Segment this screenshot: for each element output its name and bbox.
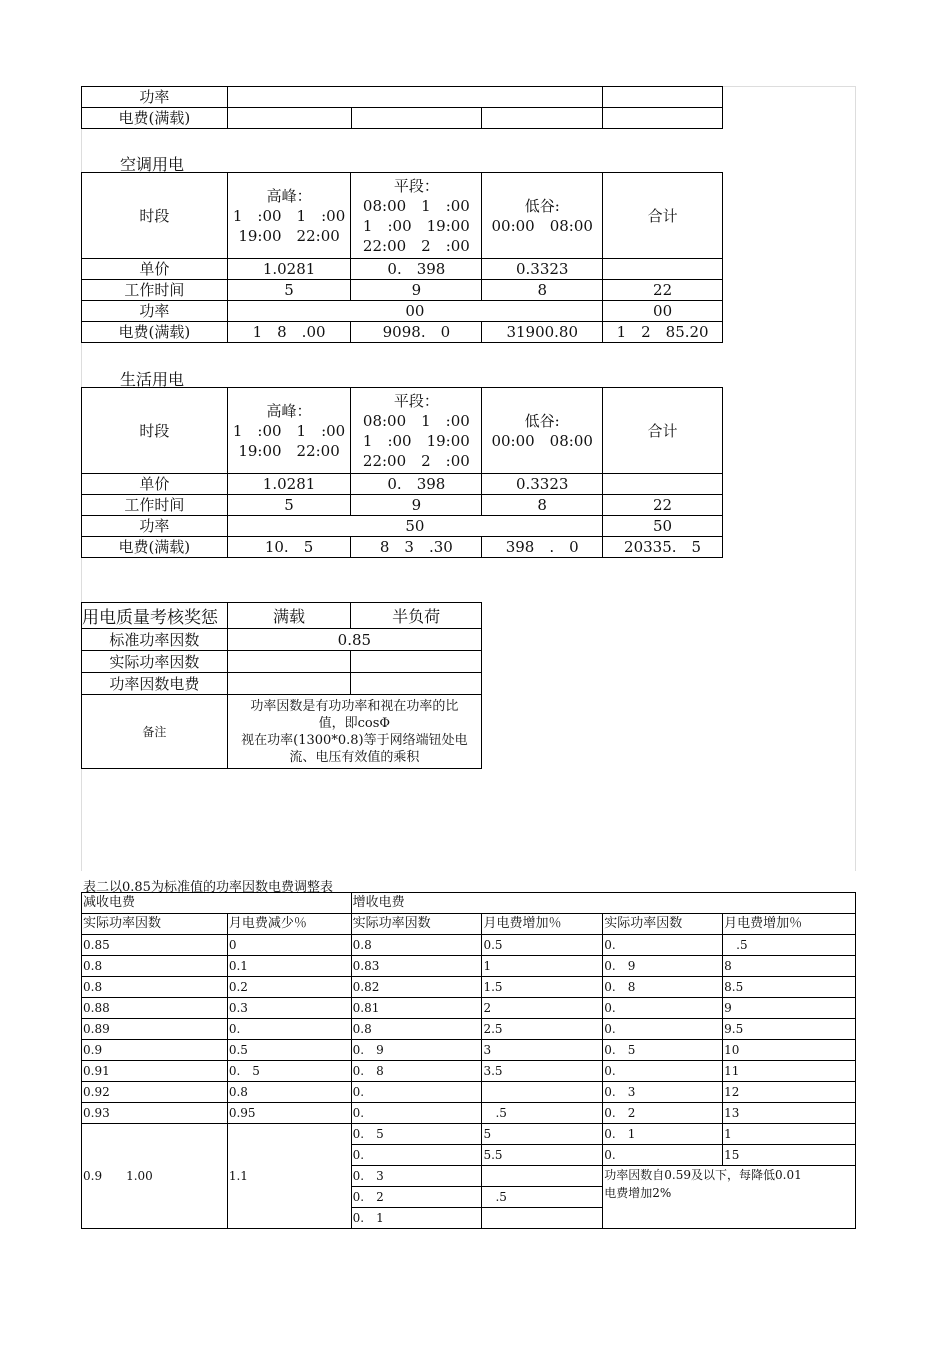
cell: 0.8	[82, 956, 228, 977]
cell: 0.88	[82, 998, 228, 1019]
life-title: 生活用电	[120, 370, 185, 389]
ac-hours-peak: 5	[227, 280, 351, 301]
cell: 0. 5	[603, 1040, 723, 1061]
quality-table	[81, 602, 482, 769]
ac-fee-peak: 1 8 .00	[227, 322, 351, 343]
life-fee-flat: 8 3 .30	[351, 537, 482, 558]
cell: 0.	[351, 1145, 482, 1166]
life-peak-title: 高峰：	[266, 401, 312, 420]
life-power-total: 50	[603, 516, 723, 537]
cell: 1	[723, 1124, 856, 1145]
cell: 0.8	[227, 1082, 351, 1103]
top-power-total	[603, 87, 723, 108]
life-valley-title: 低谷:	[524, 411, 560, 430]
life-price-valley: 0.3323	[482, 474, 603, 495]
life-peak-cell	[227, 388, 351, 474]
cell: 0.1	[227, 956, 351, 977]
cell: 9	[723, 998, 856, 1019]
full-load-header: 满载	[227, 603, 351, 629]
ac-flat-range3: 22:00 2 :00	[362, 236, 470, 255]
remark-line-3: 视在功率(1300*0.8)等于网络端钮处电	[241, 732, 468, 748]
cell: 0. 3	[603, 1082, 723, 1103]
life-flat-range1: 08:00 1 :00	[362, 411, 470, 430]
cell: .5	[482, 1187, 603, 1208]
page-guide-right	[855, 86, 856, 871]
top-fee-flat	[351, 108, 482, 129]
cell: 5.5	[482, 1145, 603, 1166]
ac-fee-total: 1 2 85.20	[603, 322, 723, 343]
cell	[482, 1166, 603, 1187]
col-header: 月电费增加％	[723, 914, 856, 935]
std-pf-label: 标准功率因数	[82, 629, 228, 651]
page-guide-top	[723, 86, 855, 87]
remark-line-2: 值，即cosΦ	[318, 715, 391, 731]
footnote-line-1: 功率因数自0.59及以下，每降低0.01	[604, 1168, 802, 1182]
increase-header: 增收电费	[351, 893, 855, 914]
ac-total-label: 合计	[603, 173, 723, 259]
cell	[482, 1208, 603, 1229]
ac-peak-cell	[227, 173, 351, 259]
ac-title: 空调用电	[120, 155, 185, 174]
half-load-header: 半负荷	[351, 603, 482, 629]
ac-fee-label: 电费(满载)	[82, 322, 228, 343]
cell: 0.92	[82, 1082, 228, 1103]
cell: 0.8	[82, 977, 228, 998]
cell: 15	[723, 1145, 856, 1166]
cell: 0.	[227, 1019, 351, 1040]
footnote-line-2: 电费增加2%	[604, 1186, 672, 1200]
top-fee-peak	[227, 108, 351, 129]
cell: 0.8	[351, 1019, 482, 1040]
cell: 9.5	[723, 1019, 856, 1040]
last-left-pf: 0.9 1.00	[82, 1124, 228, 1229]
ac-power-total: 00	[603, 301, 723, 322]
cell: 0.5	[482, 935, 603, 956]
cell: 0. 1	[351, 1208, 482, 1229]
ac-price-valley: 0.3323	[482, 259, 603, 280]
life-total-label: 合计	[603, 388, 723, 474]
cell: 0.81	[351, 998, 482, 1019]
life-flat-range2: 1 :00 19:00	[362, 431, 470, 450]
life-price-total	[603, 474, 723, 495]
life-fee-valley: 398 . 0	[482, 537, 603, 558]
life-peak-range1: 1 :00 1 :00	[232, 421, 346, 440]
cell: 2	[482, 998, 603, 1019]
cell: 0.	[351, 1103, 482, 1124]
cell: 2.5	[482, 1019, 603, 1040]
cell: .5	[482, 1103, 603, 1124]
life-hours-valley: 8	[482, 495, 603, 516]
ac-table	[81, 172, 723, 343]
cell: 0. 9	[603, 956, 723, 977]
pf-fee-half	[351, 673, 482, 695]
life-fee-peak: 10. 5	[227, 537, 351, 558]
cell: 0. 2	[351, 1187, 482, 1208]
cell: 3	[482, 1040, 603, 1061]
cell: 0.8	[351, 935, 482, 956]
ac-price-total	[603, 259, 723, 280]
life-hours-label: 工作时间	[82, 495, 228, 516]
cell: 11	[723, 1061, 856, 1082]
col-header: 实际功率因数	[603, 914, 723, 935]
ac-flat-range1: 08:00 1 :00	[362, 196, 470, 215]
life-hours-peak: 5	[227, 495, 351, 516]
ac-valley-cell	[482, 173, 603, 259]
cell: 0.2	[227, 977, 351, 998]
cell: 0.	[603, 998, 723, 1019]
cell: 0. 2	[603, 1103, 723, 1124]
ac-price-flat: 0. 398	[351, 259, 482, 280]
table2-caption: 表二以0.85为标准值的功率因数电费调整表	[83, 880, 333, 895]
cell: 0.	[603, 1061, 723, 1082]
cell: 8.5	[723, 977, 856, 998]
top-fee-total	[603, 108, 723, 129]
life-fee-total: 20335. 5	[603, 537, 723, 558]
cell: 0. 9	[351, 1040, 482, 1061]
cell	[482, 1082, 603, 1103]
life-power-label: 功率	[82, 516, 228, 537]
top-fee-valley	[482, 108, 603, 129]
life-power-value: 50	[227, 516, 602, 537]
life-peak-range2: 19:00 22:00	[238, 441, 340, 460]
cell: 10	[723, 1040, 856, 1061]
remark-line-4: 流、电压有效值的乘积	[289, 749, 420, 765]
cell: 0.	[603, 1145, 723, 1166]
cell: .5	[723, 935, 856, 956]
cell: 5	[482, 1124, 603, 1145]
cell: 0. 3	[351, 1166, 482, 1187]
ac-flat-range2: 1 :00 19:00	[362, 216, 470, 235]
quality-header: 用电质量考核奖惩	[82, 603, 228, 629]
life-table	[81, 387, 723, 558]
remark-label: 备注	[82, 695, 228, 769]
col-header: 月电费减少％	[227, 914, 351, 935]
ac-price-peak: 1.0281	[227, 259, 351, 280]
cell: 0. 5	[351, 1124, 482, 1145]
cell: 0.	[603, 935, 723, 956]
life-hours-total: 22	[603, 495, 723, 516]
cell: 3.5	[482, 1061, 603, 1082]
ac-hours-total: 22	[603, 280, 723, 301]
life-price-flat: 0. 398	[351, 474, 482, 495]
cell: 0. 8	[351, 1061, 482, 1082]
cell: 0.	[603, 1019, 723, 1040]
col-header: 月电费增加％	[482, 914, 603, 935]
std-pf-value: 0.85	[227, 629, 481, 651]
actual-pf-label: 实际功率因数	[82, 651, 228, 673]
ac-fee-flat: 9098. 0	[351, 322, 482, 343]
cell: 0	[227, 935, 351, 956]
life-hours-flat: 9	[351, 495, 482, 516]
cell: 0.93	[82, 1103, 228, 1124]
cell: 12	[723, 1082, 856, 1103]
ac-peak-title: 高峰：	[266, 186, 312, 205]
life-flat-range3: 22:00 2 :00	[362, 451, 470, 470]
ac-period-label: 时段	[82, 173, 228, 259]
cell: 0.9	[82, 1040, 228, 1061]
top-power-value	[227, 87, 602, 108]
actual-pf-full	[227, 651, 351, 673]
cell: 1.5	[482, 977, 603, 998]
ac-power-value: 00	[227, 301, 603, 322]
cell: 0.85	[82, 935, 228, 956]
cell: 0. 1	[603, 1124, 723, 1145]
ac-hours-flat: 9	[351, 280, 482, 301]
cell: 13	[723, 1103, 856, 1124]
cell: 0. 5	[227, 1061, 351, 1082]
col-header: 实际功率因数	[82, 914, 228, 935]
cell: 0.95	[227, 1103, 351, 1124]
life-valley-cell	[482, 388, 603, 474]
cell: 0.91	[82, 1061, 228, 1082]
cell: 0.5	[227, 1040, 351, 1061]
cell: 8	[723, 956, 856, 977]
ac-hours-valley: 8	[482, 280, 603, 301]
cell: 0.82	[351, 977, 482, 998]
ac-peak-range2: 19:00 22:00	[238, 226, 340, 245]
life-price-peak: 1.0281	[227, 474, 351, 495]
cell: 0. 8	[603, 977, 723, 998]
col-header: 实际功率因数	[351, 914, 482, 935]
cell: 0.89	[82, 1019, 228, 1040]
ac-power-label: 功率	[82, 301, 228, 322]
life-valley-range: 00:00 08:00	[491, 431, 593, 450]
life-period-label: 时段	[82, 388, 228, 474]
cell: 0.3	[227, 998, 351, 1019]
ac-hours-label: 工作时间	[82, 280, 228, 301]
life-fee-label: 电费(满载)	[82, 537, 228, 558]
life-flat-cell	[351, 388, 482, 474]
pf-adjust-table	[81, 892, 856, 1229]
ac-valley-range: 00:00 08:00	[491, 216, 593, 235]
top-table	[81, 86, 723, 129]
cell: 0.83	[351, 956, 482, 977]
pf-fee-label: 功率因数电费	[82, 673, 228, 695]
ac-flat-cell	[351, 173, 482, 259]
ac-price-label: 单价	[82, 259, 228, 280]
ac-peak-range1: 1 :00 1 :00	[232, 206, 346, 225]
life-price-label: 单价	[82, 474, 228, 495]
last-left-pct: 1.1	[227, 1124, 351, 1229]
cell: 0.	[351, 1082, 482, 1103]
remark-line-1: 功率因数是有功功率和视在功率的比	[250, 698, 459, 714]
decrease-header: 减收电费	[82, 893, 352, 914]
ac-fee-valley: 31900.80	[482, 322, 603, 343]
footnote-cell	[603, 1166, 856, 1229]
top-fee-label: 电费(满载)	[82, 108, 228, 129]
actual-pf-half	[351, 651, 482, 673]
pf-fee-full	[227, 673, 351, 695]
ac-valley-title: 低谷:	[524, 196, 560, 215]
ac-flat-title: 平段：	[393, 176, 439, 195]
top-power-label: 功率	[82, 87, 228, 108]
remark-text	[227, 695, 481, 769]
life-flat-title: 平段：	[393, 391, 439, 410]
cell: 1	[482, 956, 603, 977]
